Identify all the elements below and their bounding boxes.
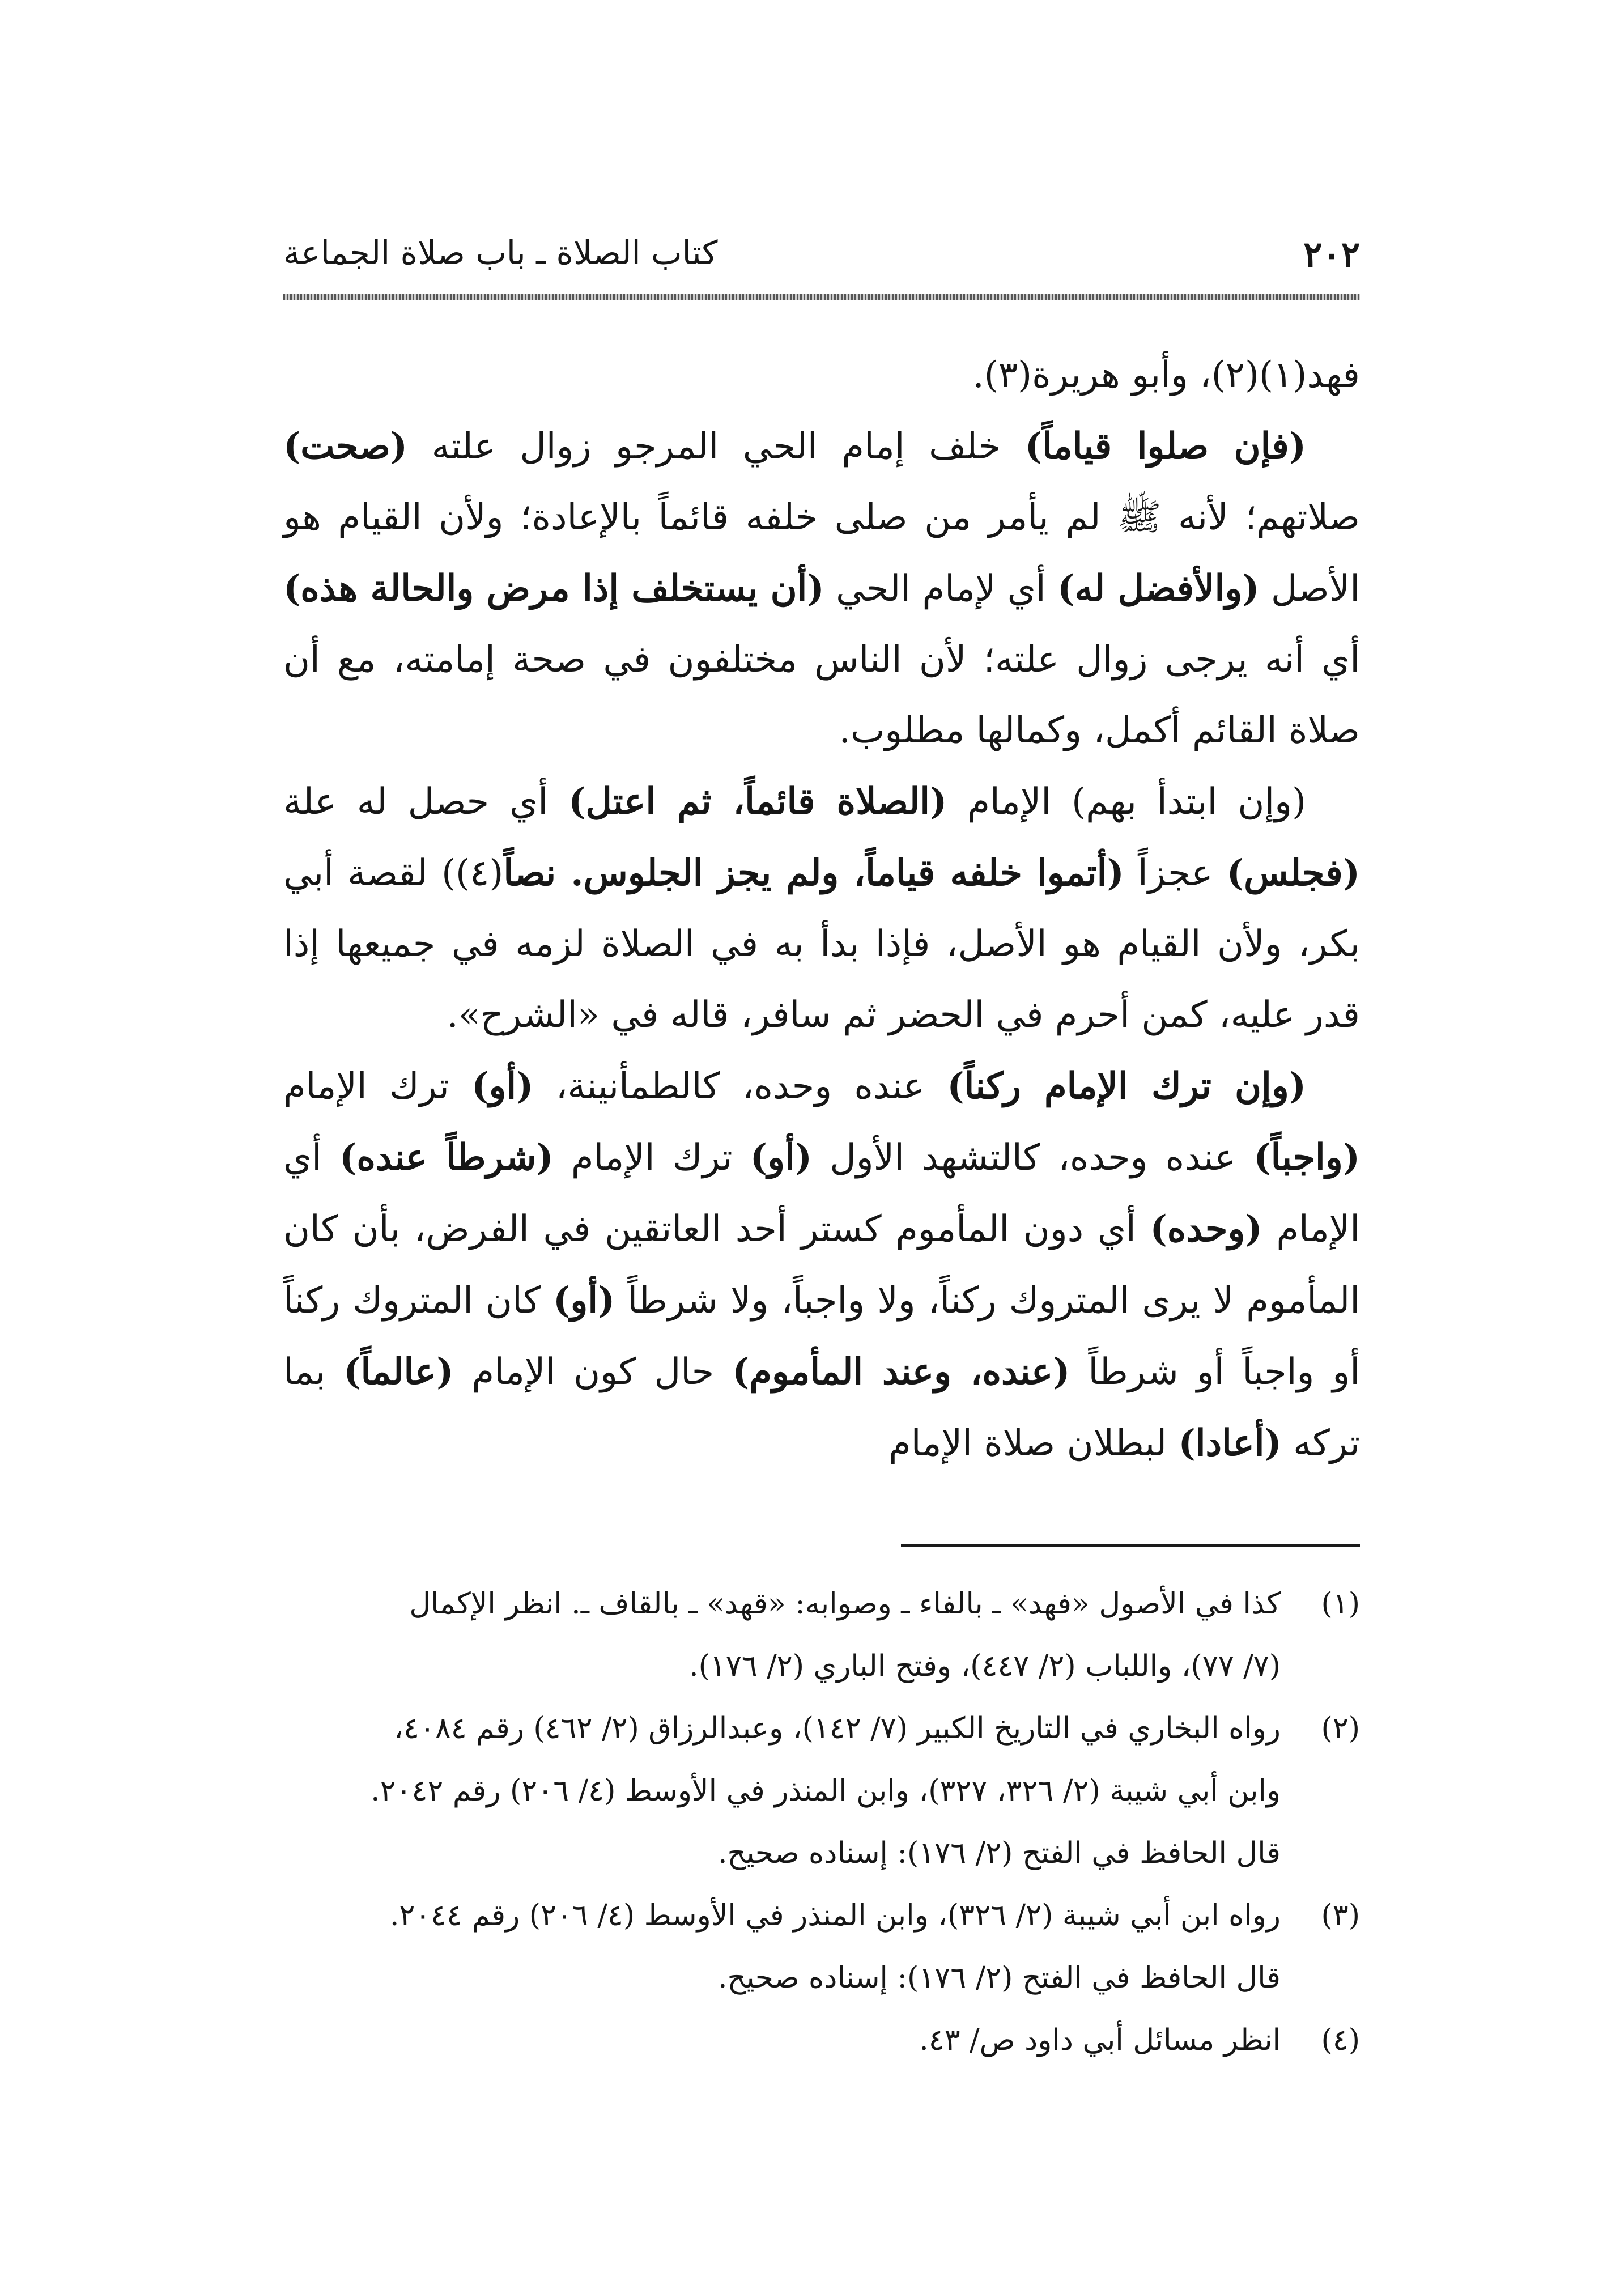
- matn-text: (الصلاة قائماً، ثم اعتل): [568, 780, 947, 823]
- footnote-ref: (٤)): [441, 852, 504, 894]
- sharh-text: حال كون الإمام: [453, 1351, 733, 1393]
- footnote-2: [283, 1697, 1360, 1884]
- footnote-text: [283, 2009, 1281, 2071]
- page-number: ٢٠٢: [1303, 233, 1360, 275]
- footnote-line: كذا في الأصول «فهد» ـ بالفاء ـ وصوابه: «قهد» ـ بالقاف ـ. انظر الإكمال: [409, 1587, 1281, 1621]
- footnote-line: قال الحافظ في الفتح (٢/ ١٧٦): إسناده صحيح.: [718, 1836, 1281, 1870]
- footnote-separator: [901, 1544, 1360, 1547]
- matn-text: (عالماً): [343, 1351, 454, 1393]
- footnote-number: (٣): [1321, 1899, 1360, 1933]
- matn-text: (أو): [471, 1065, 534, 1107]
- footnote-line: رواه البخاري في التاريخ الكبير (٧/ ١٤٢)، وعبدالرزاق (٢/ ٤٦٢) رقم ٤٠٨٤،: [394, 1712, 1281, 1746]
- sharh-text: لقصة أبي بكر، ولأن القيام هو الأصل، فإذا بدأ به في الصلاة لزمه في جميعها إذا قدر عليه، كمن أحرم في الحضر ثم سافر، قاله في «الشرح».: [283, 852, 1360, 1036]
- main-text: [283, 340, 1360, 1479]
- sharh-text: لبطلان صلاة الإمام: [888, 1422, 1179, 1464]
- matn-text: (صحت): [283, 425, 408, 468]
- footnote-line: (٧/ ٧٧)، واللباب (٢/ ٤٤٧)، وفتح الباري (٢/ ١٧٦).: [689, 1649, 1281, 1683]
- sharh-text: ترك الإمام: [553, 1137, 750, 1179]
- sharh-text: الإمام: [947, 781, 1072, 823]
- matn-text: (شرطاً عنده): [339, 1136, 554, 1179]
- paragraph-1: فهد(١)(٢)، وأبو هريرة(٣).: [972, 354, 1360, 396]
- sharh-text: عنده وحده، كالتشهد الأول: [812, 1137, 1254, 1179]
- matn-text: (فإن صلوا قياماً): [1024, 425, 1307, 468]
- matn-text: (أو): [750, 1136, 813, 1179]
- matn-text: (أتموا خلفه قياماً، ولم يجز الجلوس. نصاً: [503, 852, 1124, 894]
- sharh-text: كان المتروك ركناً أو واجباً أو شرطاً: [283, 1280, 1361, 1393]
- matn-text: (وإن ابتدأ بهم): [1072, 781, 1307, 823]
- paragraph-3: [283, 766, 1360, 1051]
- running-title: كتاب الصلاة ـ باب صلاة الجماعة: [283, 233, 718, 272]
- footnote-4: [283, 2009, 1360, 2071]
- footnote-number: (٢): [1321, 1712, 1360, 1746]
- sharh-text: ترك الإمام: [283, 1065, 472, 1107]
- matn-text: (أعادا): [1178, 1422, 1282, 1464]
- matn-text: (وإن ترك الإمام ركناً): [947, 1065, 1307, 1107]
- footnote-1: [283, 1573, 1360, 1697]
- sharh-text: صلاتهم؛ لأنه ﷺ لم يأمر من صلى خلفه قائماً بالإعادة؛ ولأن القيام هو الأصل: [283, 496, 1361, 610]
- header-rule: [283, 294, 1360, 300]
- sharh-text: أي أنه يرجى زوال علته؛ لأن الناس مختلفون في صحة إمامته، مع أن صلاة القائم أكمل، وكمالها مطلوب.: [283, 639, 1361, 751]
- footnote-number: (٤): [1321, 2023, 1360, 2057]
- page-header: [283, 227, 1360, 289]
- sharh-text: أي لإمام الحي: [824, 568, 1058, 610]
- matn-text: (أو): [553, 1279, 615, 1322]
- sharh-text: أي دون المأموم كستر أحد العاتقين في الفرض، بأن كان المأموم لا يرى المتروك ركناً، ولا واجباً، ولا شرطاً: [283, 1208, 1361, 1322]
- sharh-text: بما تركه: [283, 1351, 1360, 1464]
- sharh-text: خلف إمام الحي المرجو زوال علته: [407, 426, 1025, 468]
- footnote-line: قال الحافظ في الفتح (٢/ ١٧٦): إسناده صحيح.: [718, 1961, 1281, 1995]
- footnote-number: (١): [1321, 1587, 1360, 1621]
- matn-text: (والأفضل له): [1057, 567, 1260, 610]
- sharh-text: أي الإمام: [283, 1137, 1360, 1250]
- footnotes: [283, 1573, 1360, 2071]
- footnote-text: [283, 1884, 1281, 2009]
- matn-text: (فجلس): [1226, 852, 1361, 894]
- paragraph-2: [283, 411, 1360, 766]
- footnote-line: رواه ابن أبي شيبة (٢/ ٣٢٦)، وابن المنذر في الأوسط (٤/ ٢٠٦) رقم ٢٠٤٤.: [389, 1899, 1281, 1933]
- paragraph-4: [283, 1051, 1360, 1479]
- footnote-line: وابن أبي شيبة (٢/ ٣٢٦، ٣٢٧)، وابن المنذر في الأوسط (٤/ ٢٠٦) رقم ٢٠٤٢.: [371, 1774, 1281, 1808]
- footnote-text: [283, 1697, 1281, 1884]
- matn-text: (واجباً): [1253, 1136, 1361, 1179]
- footnote-text: [283, 1573, 1281, 1697]
- matn-text: (وحده): [1150, 1208, 1262, 1250]
- footnote-3: [283, 1884, 1360, 2009]
- sharh-text: عنده وحده، كالطمأنينة،: [533, 1065, 947, 1107]
- footnote-line: انظر مسائل أبي داود ص/ ٤٣.: [919, 2023, 1281, 2057]
- matn-text: (عنده، وعند المأموم): [732, 1351, 1070, 1393]
- sharh-text: عجزاً: [1124, 852, 1227, 894]
- sharh-text: أي حصل له علة: [283, 781, 569, 823]
- matn-text: (أن يستخلف إذا مرض والحالة هذه): [283, 567, 824, 610]
